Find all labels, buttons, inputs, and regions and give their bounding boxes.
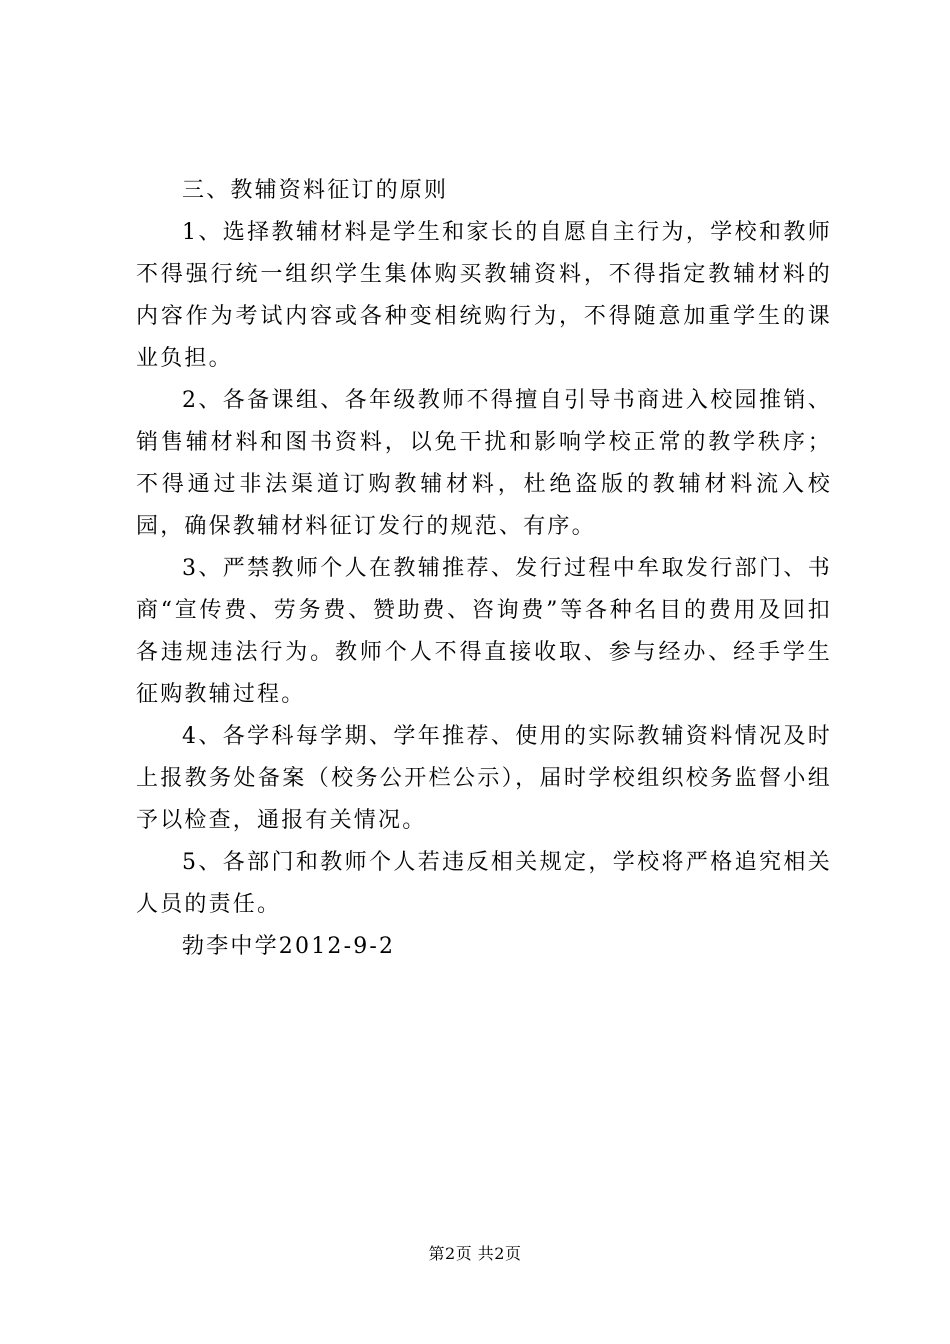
paragraph-4: 4、各学科每学期、学年推荐、使用的实际教辅资料情况及时上报教务处备案（校务公开栏公示），届时学校组织校务监督小组予以检查，通报有关情况。: [136, 724, 832, 833]
document-body: [136, 170, 832, 968]
paragraph-5: 5、各部门和教师个人若违反相关规定，学校将严格追究相关人员的责任。: [136, 850, 832, 917]
paragraph-2: 2、各备课组、各年级教师不得擅自引导书商进入校园推销、销售辅材料和图书资料，以免干扰和影响学校正常的教学秩序；不得通过非法渠道订购教辅材料，杜绝盗版的教辅材料流入校园，确保教辅材料征订发行的规范、有序。: [136, 388, 832, 539]
page-number-footer: 第2页 共2页: [428, 1244, 522, 1263]
paragraph-1: 1、选择教辅材料是学生和家长的自愿自主行为，学校和教师不得强行统一组织学生集体购买教辅资料，不得指定教辅材料的内容作为考试内容或各种变相统购行为，不得随意加重学生的课业负担。: [136, 220, 832, 371]
section-heading: 三、教辅资料征订的原则: [182, 178, 449, 203]
signature-date: 勃李中学2012-9-2: [182, 934, 396, 959]
paragraph-3: 3、严禁教师个人在教辅推荐、发行过程中牟取发行部门、书商“宣传费、劳务费、赞助费、咨询费”等各种名目的费用及回扣各违规违法行为。教师个人不得直接收取、参与经办、经手学生征购教辅过程。: [136, 556, 832, 707]
